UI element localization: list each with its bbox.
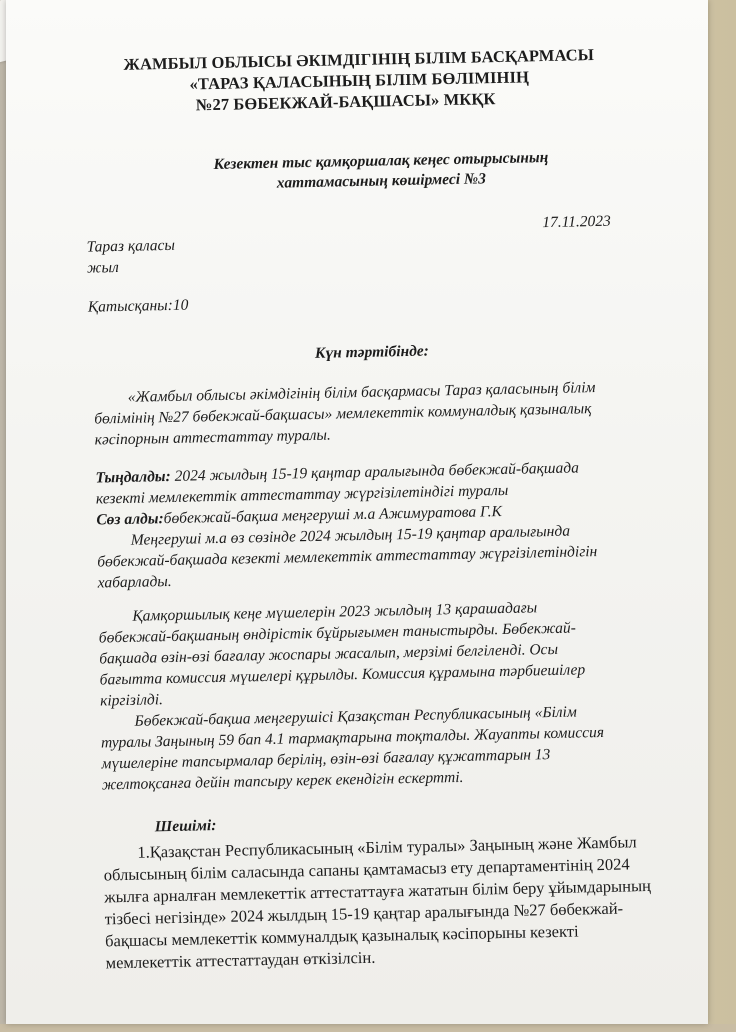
header-line-3: №27 БӨБЕКЖАЙ-БАҚШАСЫ» МКҚК — [195, 89, 496, 115]
doc-title-line-1: Кезектен тыс қамқоршалақ кеңес отырысының — [213, 148, 549, 173]
header-line-1: ЖАМБЫЛ ОБЛЫСЫ ӘКІМДІГІНІҢ БІЛІМ БАСҚАРМАСЫ — [123, 45, 595, 74]
paragraph-line: бөбекжай-бақшада кезекті мемлекеттік аттестаттау жүргізілетіндігін — [97, 543, 598, 571]
agenda-line: кәсіпорнын аттестаттау туралы. — [94, 426, 331, 449]
decision-line: бақшасы мемлекеттік коммуналдық қазыналық кәсіпорыны кезекті — [104, 921, 579, 951]
paragraph-line: Бөбекжай-бақша меңгерушісі Қазақстан Республикасының «Білім — [134, 703, 577, 730]
paragraph-line: хабарлады. — [97, 572, 172, 592]
paragraph-line: кіргізілді. — [99, 691, 164, 710]
decision-line: тізбесі негізінде» 2024 жылдың 15-19 қаңтар аралығында №27 бөбекжай- — [104, 898, 624, 929]
paragraph-line: Меңгеруші м.а өз сөзінде 2024 жылдың 15-19 қаңтар аралығында — [130, 522, 571, 549]
decision-line: 1.Қазақстан Республикасының «Білім туралы» Заңының және Жамбыл — [137, 832, 637, 862]
city-name: Тараз қаласы — [86, 236, 176, 256]
agenda-heading: Күн тәртібінде: — [314, 342, 430, 362]
paragraph-line: мүшелеріне тапсырмалар берілің, өзін-өзі бағалау құжаттарын 13 — [101, 746, 551, 773]
year-word: жыл — [86, 259, 119, 277]
agenda-line: «Жамбыл облысы әкімдігінің білім басқармасы Тараз қаласының білім — [127, 379, 596, 406]
paragraph-line: туралы Заңының 59 бап 4.1 тармақтарына тоқталды. Жауапты комиссия — [100, 723, 605, 752]
paragraph-line: бағытта комиссия мүшелері құрылды. Комиссия құрамына тәрбиешілер — [99, 661, 586, 689]
decision-line: облысының білім саласында сапаны қамтамасыз ету департаментінің 2024 — [103, 854, 630, 885]
listened-label: Тыңдалды: — [95, 467, 171, 487]
attendance: Қатысқаны:10 — [87, 296, 189, 316]
decision-line: жылға арналған мемлекеттік аттестаттауға жататын білім беру ұйымдарының — [104, 875, 652, 907]
document-date: 17.11.2023 — [542, 212, 612, 232]
paragraph-line: бөбекжай-бақшаның өндірістік бұйрығымен таныстырды. Бөбекжай- — [98, 619, 577, 647]
paragraph-line: желтоқсанға дейін тапсыру керек екендігін ескертті. — [101, 768, 464, 794]
doc-title-line-2: хаттамасының көшірмесі №3 — [276, 170, 487, 192]
spoke-text: бөбекжай-бақша меңгеруші м.а Ажимуратова Г.К — [163, 503, 503, 528]
agenda-line: бөлімінің №27 бөбекжай-бақшасы» мемлекеттік коммуналдық қазыналық — [94, 400, 592, 428]
listened-text: 2024 жылдың 15-19 қаңтар аралығында бөбекжай-бақшада — [170, 459, 580, 485]
spoke-label: Сөз алды: — [96, 510, 164, 529]
header-line-2: «ТАРАЗ ҚАЛАСЫНЫҢ БІЛІМ БӨЛІМІНІҢ — [189, 67, 530, 94]
listened-line-2: кезекті мемлекеттік аттестаттау жүргізілетіндігі туралы — [95, 481, 509, 508]
paragraph-line: бақшада өзін-өзі бағалау жоспары жасалып, мерзімі белгіленді. Осы — [99, 640, 559, 668]
paragraph-line: Қамқоршылық кеңе мүшелерін 2023 жылдың 13 қарашадағы — [132, 599, 538, 625]
decision-heading: Шешімі: — [154, 817, 217, 836]
decision-line: мемлекеттік аттестаттаудан өткізілсін. — [105, 947, 376, 973]
